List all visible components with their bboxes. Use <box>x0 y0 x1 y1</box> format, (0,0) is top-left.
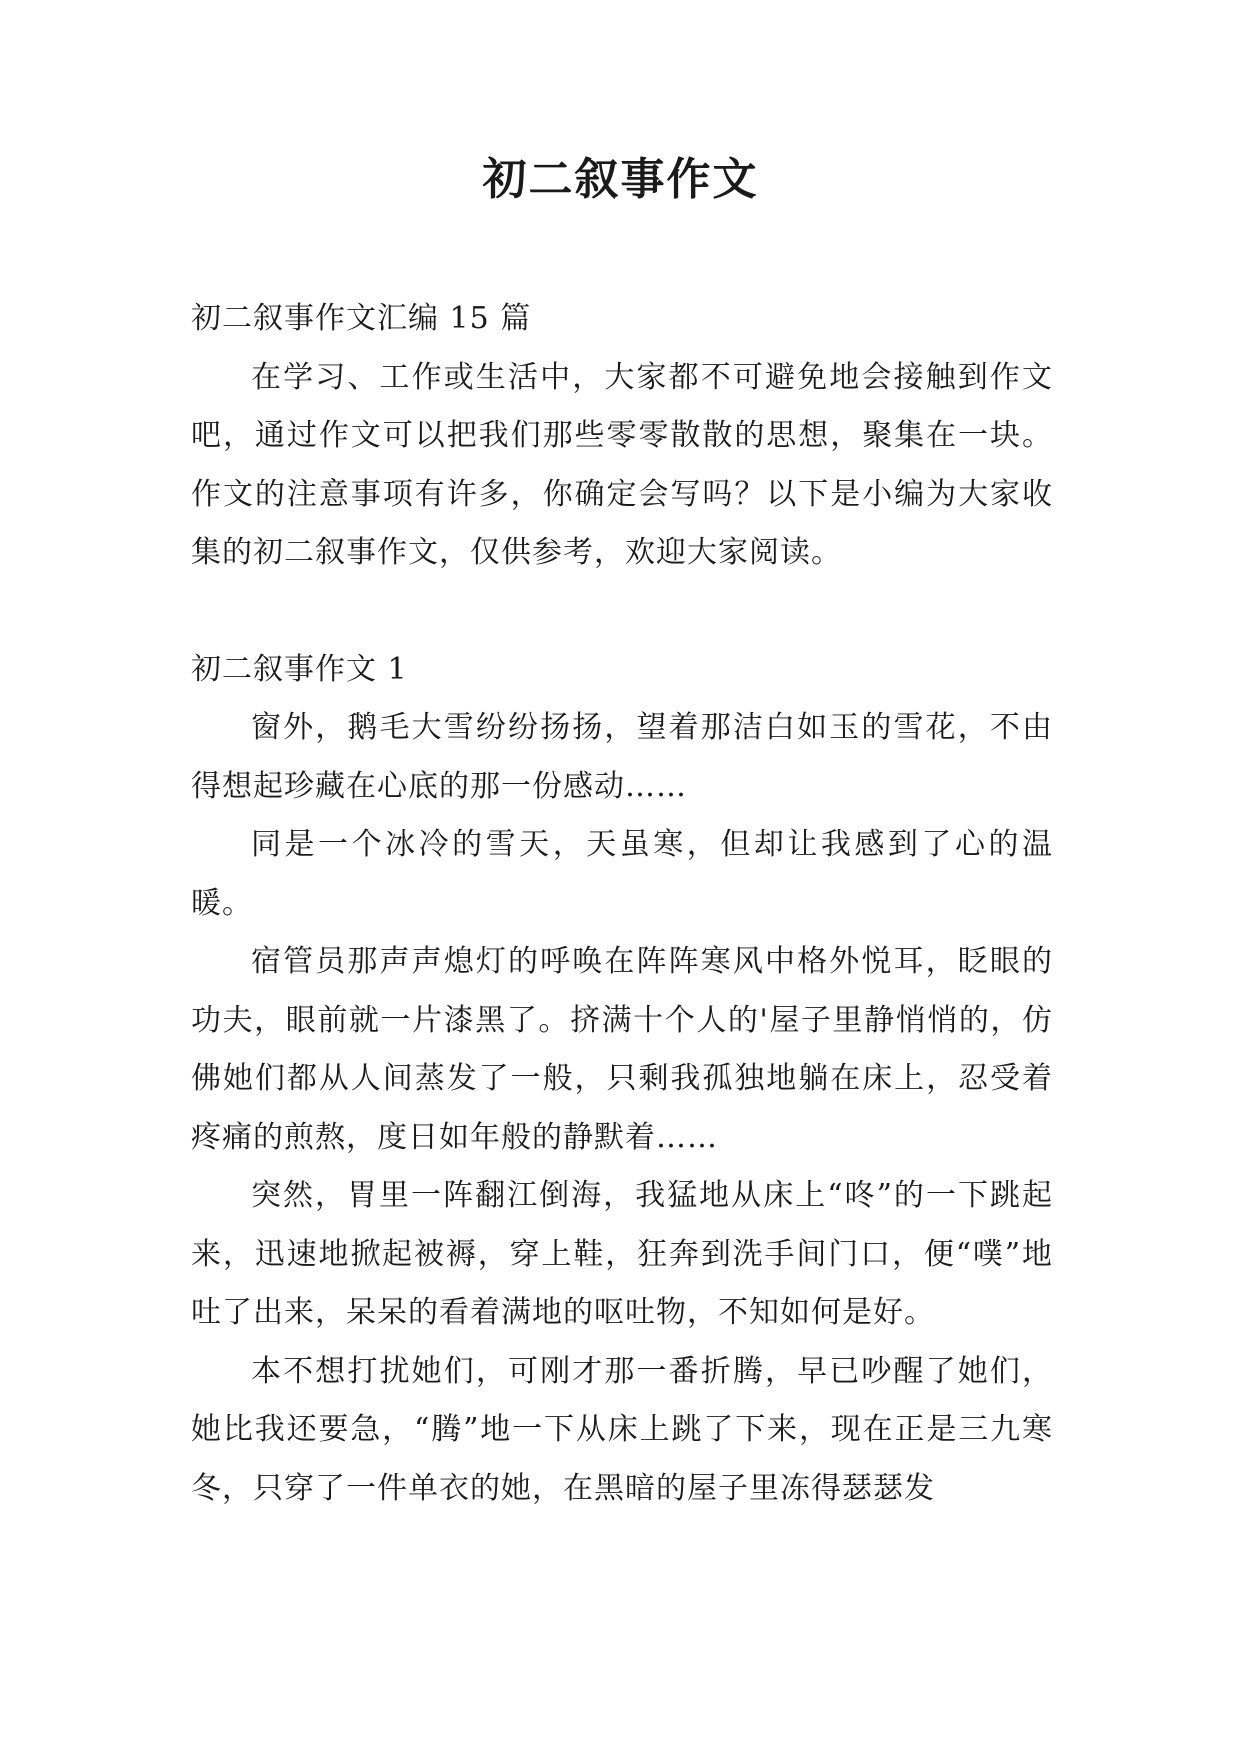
essay-1-paragraph-3: 宿管员那声声熄灯的呼唤在阵阵寒风中格外悦耳，眨眼的功夫，眼前就一片漆黑了。挤满十个人的'屋子里静悄悄的，仿佛她们都从人间蒸发了一般，只剩我孤独地躺在床上，忍受着疼痛的煎熬，度日如年般的静默着…… <box>191 944 1053 1155</box>
essay-1-paragraph-2: 同是一个冰冷的雪天，天虽寒，但却让我感到了心的温暖。 <box>191 827 1053 921</box>
essay-1-paragraph-5: 本不想打扰她们，可刚才那一番折腾，早已吵醒了她们，她比我还要急，“腾”地一下从床上跳了下来，现在正是三九寒冬，只穿了一件单衣的她，在黑暗的屋子里冻得瑟瑟发 <box>191 1353 1053 1506</box>
section-gap <box>191 583 1053 641</box>
essay-1-paragraph-1: 窗外，鹅毛大雪纷纷扬扬，望着那洁白如玉的雪花，不由得想起珍藏在心底的那一份感动…… <box>191 710 1053 804</box>
essay-1-heading: 初二叙事作文 1 <box>191 651 408 687</box>
document-title: 初二叙事作文 <box>482 154 759 205</box>
document-body <box>191 290 1053 1518</box>
collection-heading: 初二叙事作文汇编 15 篇 <box>191 301 532 336</box>
intro-paragraph: 在学习、工作或生活中，大家都不可避免地会接触到作文吧，通过作文可以把我们那些零零散散的思想，聚集在一块。作文的注意事项有许多，你确定会写吗？以下是小编为大家收集的初二叙事作文，仅供参考，欢迎大家阅读。 <box>191 359 1053 570</box>
essay-1-paragraph-4: 突然，胃里一阵翻江倒海，我猛地从床上“咚”的一下跳起来，迅速地掀起被褥，穿上鞋，狂奔到洗手间门口，便“噗”地吐了出来，呆呆的看着满地的呕吐物，不知如何是好。 <box>191 1178 1053 1330</box>
